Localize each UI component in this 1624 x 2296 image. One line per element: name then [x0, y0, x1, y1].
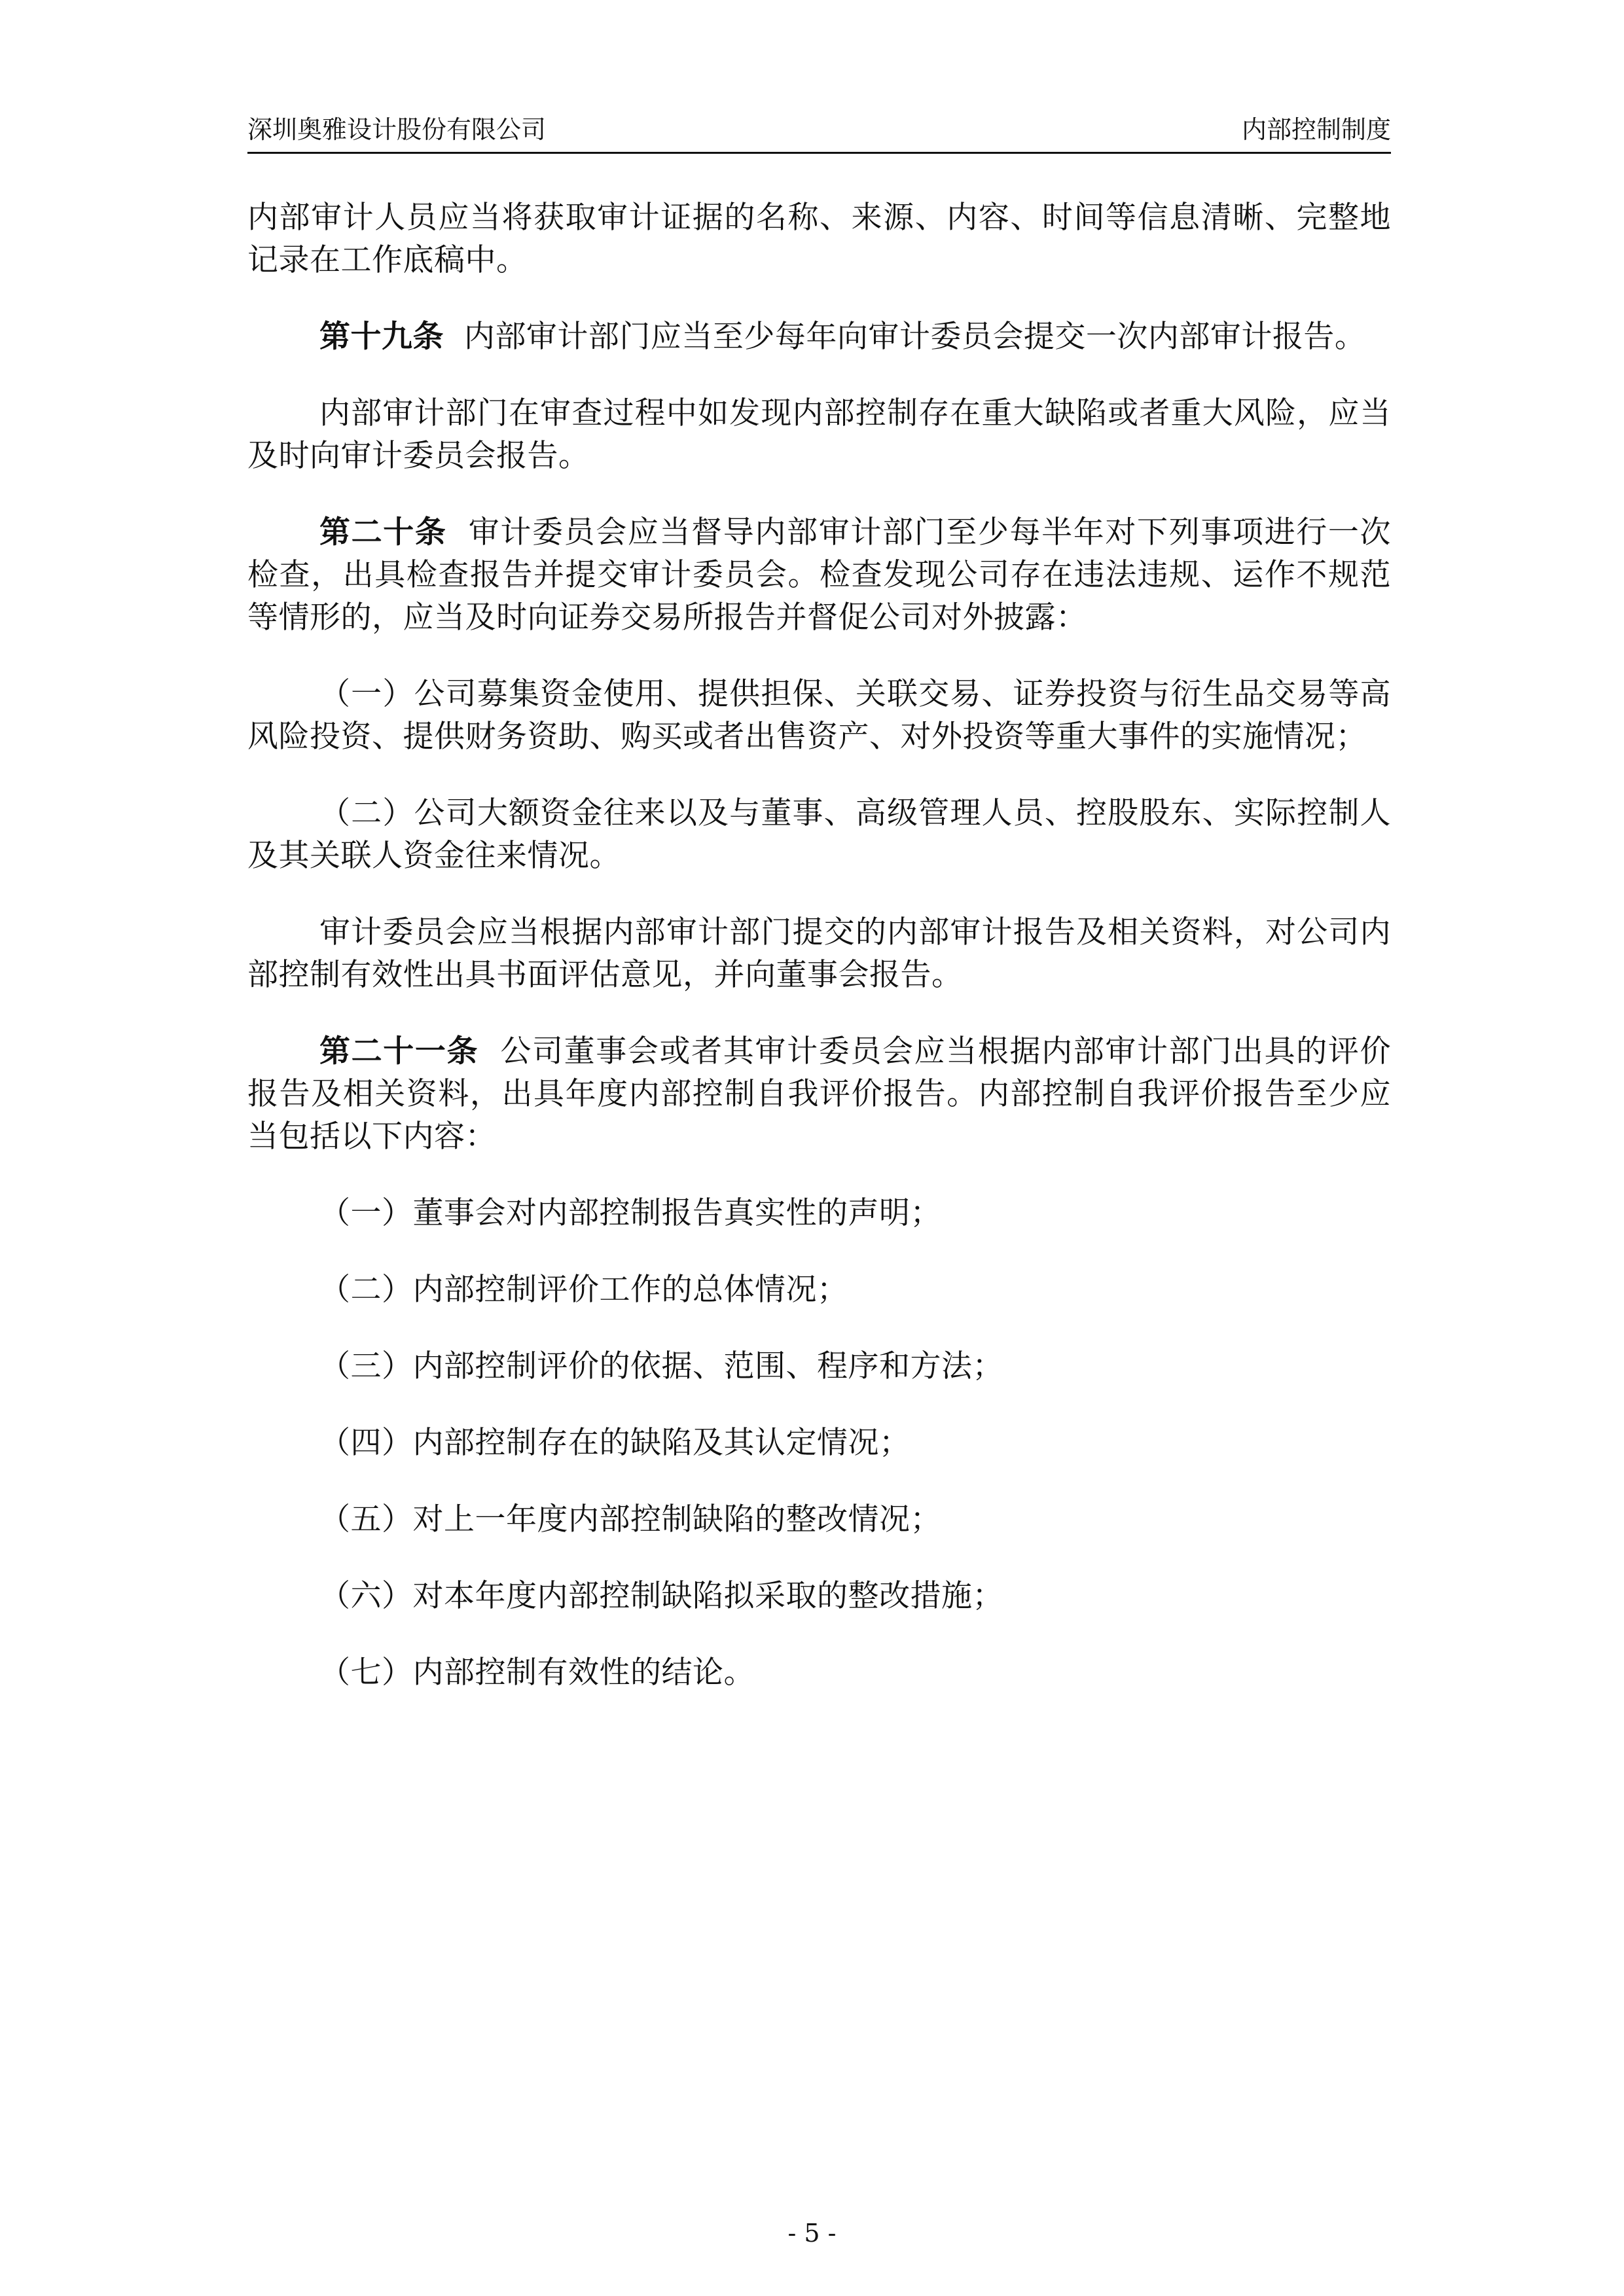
list-item: [247, 1651, 1391, 1694]
paragraph-text: （二）内部控制评价工作的总体情况；: [319, 1272, 848, 1308]
document-body: [247, 196, 1391, 1728]
list-item: [247, 1268, 1391, 1311]
list-item: [247, 1345, 1391, 1388]
article-number: 第二十一条: [319, 1033, 479, 1069]
page-header: [247, 111, 1391, 154]
paragraph-text: （四）内部控制存在的缺陷及其认定情况；: [319, 1425, 911, 1461]
paragraph-text: （六）对本年度内部控制缺陷拟采取的整改措施；: [319, 1578, 1003, 1614]
paragraph-text: 内部审计部门在审查过程中如发现内部控制存在重大缺陷或者重大风险，应当及时向审计委员会报告。: [247, 395, 1391, 474]
article-20: [247, 511, 1391, 639]
paragraph-text: 公司董事会或者其审计委员会应当根据内部审计部门出具的评价报告及相关资料，出具年度内部控制自我评价报告。内部控制自我评价报告至少应当包括以下内容：: [247, 1033, 1392, 1155]
paragraph-text: （二）公司大额资金往来以及与董事、高级管理人员、控股股东、实际控制人及其关联人资金往来情况。: [247, 795, 1391, 874]
paragraph-text: （一）公司募集资金使用、提供担保、关联交易、证券投资与衍生品交易等高风险投资、提供财务资助、购买或者出售资产、对外投资等重大事件的实施情况；: [247, 676, 1391, 755]
paragraph: [247, 911, 1391, 996]
header-company-name: 深圳奥雅设计股份有限公司: [247, 115, 547, 144]
list-item: [247, 1192, 1391, 1234]
article-number: 第十九条: [319, 319, 444, 355]
paragraph: [247, 196, 1391, 281]
paragraph-text: 审计委员会应当根据内部审计部门提交的内部审计报告及相关资料，对公司内部控制有效性出具书面评估意见，并向董事会报告。: [247, 914, 1391, 993]
list-item: [247, 673, 1391, 758]
paragraph-text: 审计委员会应当督导内部审计部门至少每半年对下列事项进行一次检查，出具检查报告并提交审计委员会。检查发现公司存在违法违规、运作不规范等情形的，应当及时向证券交易所报告并督促公司对外披露：: [247, 514, 1391, 636]
article-number: 第二十条: [319, 514, 447, 550]
list-item: [247, 792, 1391, 877]
list-item: [247, 1422, 1391, 1464]
paragraph-text: （一）董事会对内部控制报告真实性的声明；: [319, 1195, 941, 1231]
page-number: - 5 -: [787, 2219, 837, 2248]
paragraph-text: 内部审计部门应当至少每年向审计委员会提交一次内部审计报告。: [463, 319, 1366, 355]
list-item: [247, 1498, 1391, 1541]
article-21: [247, 1030, 1391, 1158]
paragraph-text: 内部审计人员应当将获取审计证据的名称、来源、内容、时间等信息清晰、完整地记录在工作底稿中。: [247, 200, 1391, 278]
paragraph-text: （三）内部控制评价的依据、范围、程序和方法；: [319, 1348, 1003, 1384]
header-document-title: 内部控制制度: [1241, 115, 1391, 144]
list-item: [247, 1575, 1391, 1617]
article-19: [247, 315, 1391, 358]
paragraph-text: （五）对上一年度内部控制缺陷的整改情况；: [319, 1501, 941, 1537]
paragraph-text: （七）内部控制有效性的结论。: [319, 1655, 755, 1691]
paragraph: [247, 392, 1391, 477]
